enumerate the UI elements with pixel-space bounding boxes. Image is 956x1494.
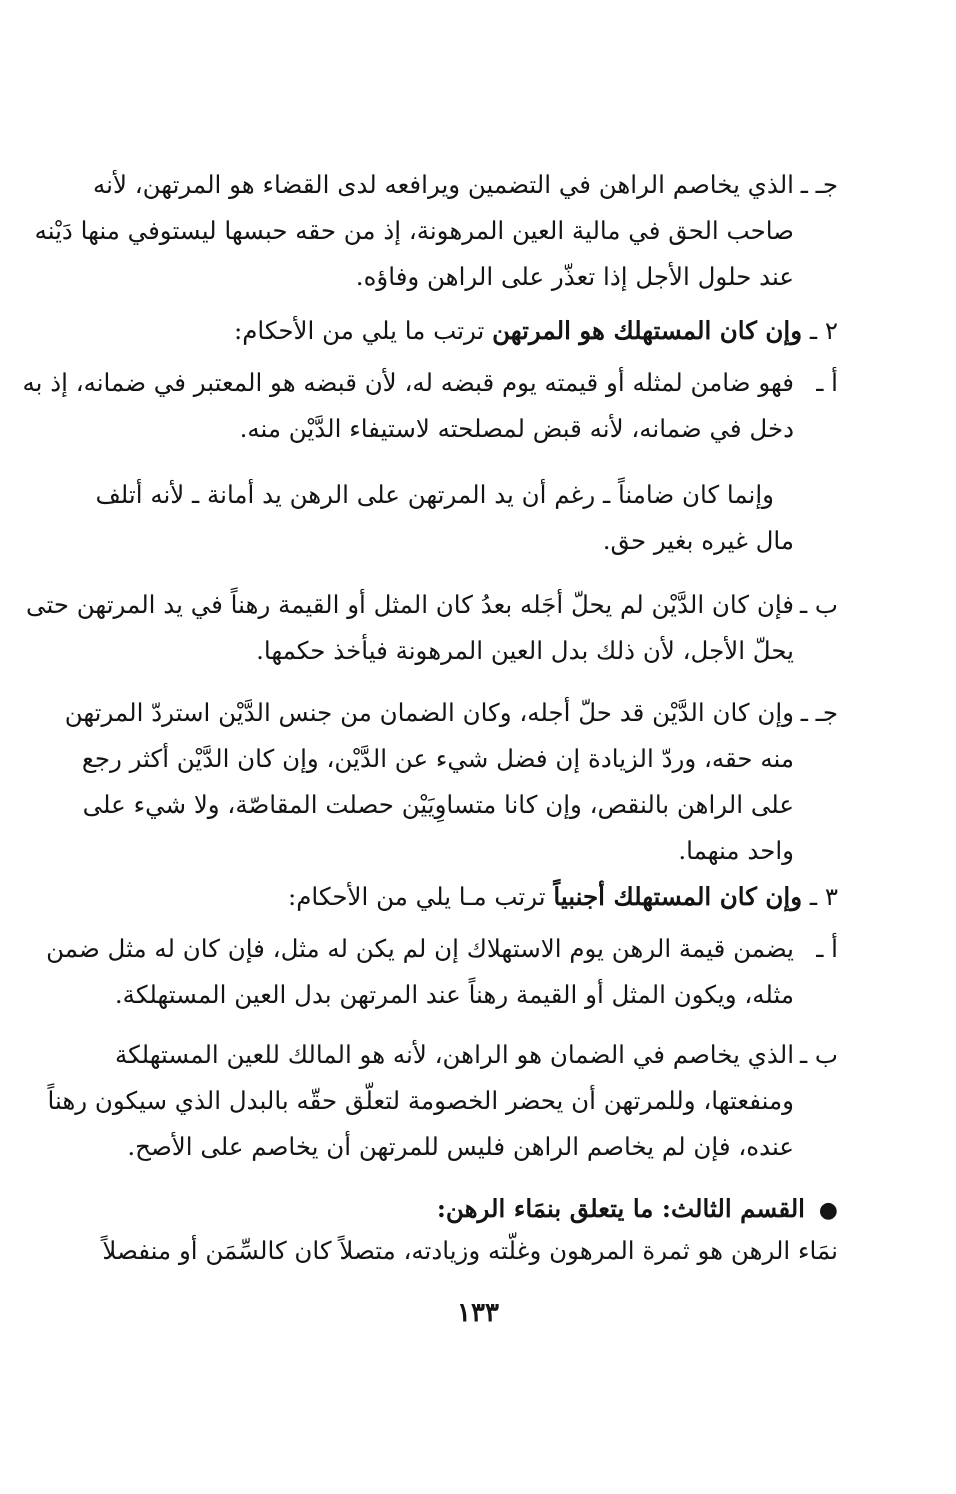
text-line: وإنما كان ضامناً ـ رغم أن يد المرتهن على الرهن يد أمانة ـ لأنه أتلف: [95, 480, 774, 509]
paragraph-2a: [22, 360, 794, 452]
item-marker: أ ـ: [816, 934, 838, 963]
paragraph-2c: [64, 690, 794, 874]
paragraph-1: [34, 162, 794, 300]
text-line: مثله، ويكون المثل أو القيمة رهناً عند المرتهن بدل العين المستهلكة.: [114, 980, 794, 1009]
heading-bold-text: وإن كان المستهلك أجنبياً: [553, 882, 803, 911]
paragraph-3a: [46, 926, 794, 1018]
text-line: فهو ضامن لمثله أو قيمته يوم قبضه له، لأن قبضه هو المعتبر في ضمانه، إذ به: [22, 368, 794, 397]
text-line: عنده، فإن لم يخاصم الراهن فليس للمرتهن أن يخاصم على الأصح.: [127, 1132, 794, 1161]
text-line: واحد منهما.: [678, 836, 794, 865]
text-line: عند حلول الأجل إذا تعذّر على الراهن وفاؤه.: [355, 262, 794, 291]
text-line: الذي يخاصم في الضمان هو الراهن، لأنه هو المالك للعين المستهلكة: [114, 1040, 794, 1069]
text-line: يضمن قيمة الرهن يوم الاستهلاك إن لم يكن له مثل، فإن كان له مثل ضمن: [46, 934, 794, 963]
section-3-body: [102, 1228, 838, 1274]
section-title: القسم الثالث: ما يتعلق بنمَاء الرهن:: [436, 1194, 805, 1223]
paragraph-3b: [47, 1032, 794, 1170]
text-line: دخل في ضمانه، لأنه قبض لمصلحته لاستيفاء الدَّيْن منه.: [239, 414, 794, 443]
item-marker: أ ـ: [816, 368, 838, 397]
heading-number: ٣ ـ: [809, 882, 838, 911]
item-marker: ب ـ: [799, 590, 838, 619]
heading-3: [288, 874, 838, 920]
paragraph-note: [95, 472, 794, 564]
text-line: فإن كان الدَّيْن لم يحلّ أجَله بعدُ كان المثل أو القيمة رهناً في يد المرتهن حتى: [26, 590, 794, 619]
item-marker: جـ ـ: [800, 698, 838, 727]
bullet-icon: ●: [818, 1198, 838, 1223]
text-line: صاحب الحق في مالية العين المرهونة، إذ من حقه حبسها ليستوفي منها دَيْنه: [34, 216, 794, 245]
text-line: مال غيره بغير حق.: [602, 526, 794, 555]
text-line: منه حقه، وردّ الزيادة إن فضل شيء عن الدَّيْن، وإن كان الدَّيْن أكثر رجع: [81, 744, 794, 773]
text-line: نمَاء الرهن هو ثمرة المرهون وغلّته وزيادته، متصلاً كان كالسِّمَن أو منفصلاً: [102, 1236, 838, 1265]
text-line: الذي يخاصم الراهن في التضمين ويرافعه لدى القضاء هو المرتهن، لأنه: [93, 170, 794, 199]
heading-2: [234, 308, 838, 354]
heading-rest-text: ترتب مـا يلي من الأحكام:: [287, 882, 546, 911]
page-number: ١٣٣: [457, 1298, 499, 1328]
item-marker: ب ـ: [799, 1040, 838, 1069]
section-3-heading: [437, 1186, 838, 1234]
text-line: يحلّ الأجل، لأن ذلك بدل العين المرهونة فيأخذ حكمها.: [256, 636, 794, 665]
heading-rest-text: ترتب ما يلي من الأحكام:: [233, 316, 485, 345]
heading-number: ٢ ـ: [809, 316, 838, 345]
heading-bold-text: وإن كان المستهلك هو المرتهن: [492, 316, 803, 345]
item-marker: جـ ـ: [800, 170, 838, 199]
text-line: على الراهن بالنقص، وإن كانا متساوِيَيْن حصلت المقاصّة، ولا شيء على: [82, 790, 794, 819]
paragraph-2b: [26, 582, 794, 674]
text-line: وإن كان الدَّيْن قد حلّ أجله، وكان الضمان من جنس الدَّيْن استردّ المرتهن: [64, 698, 794, 727]
text-line: ومنفعتها، وللمرتهن أن يحضر الخصومة لتعلّق حقّه بالبدل الذي سيكون رهناً: [47, 1086, 794, 1115]
